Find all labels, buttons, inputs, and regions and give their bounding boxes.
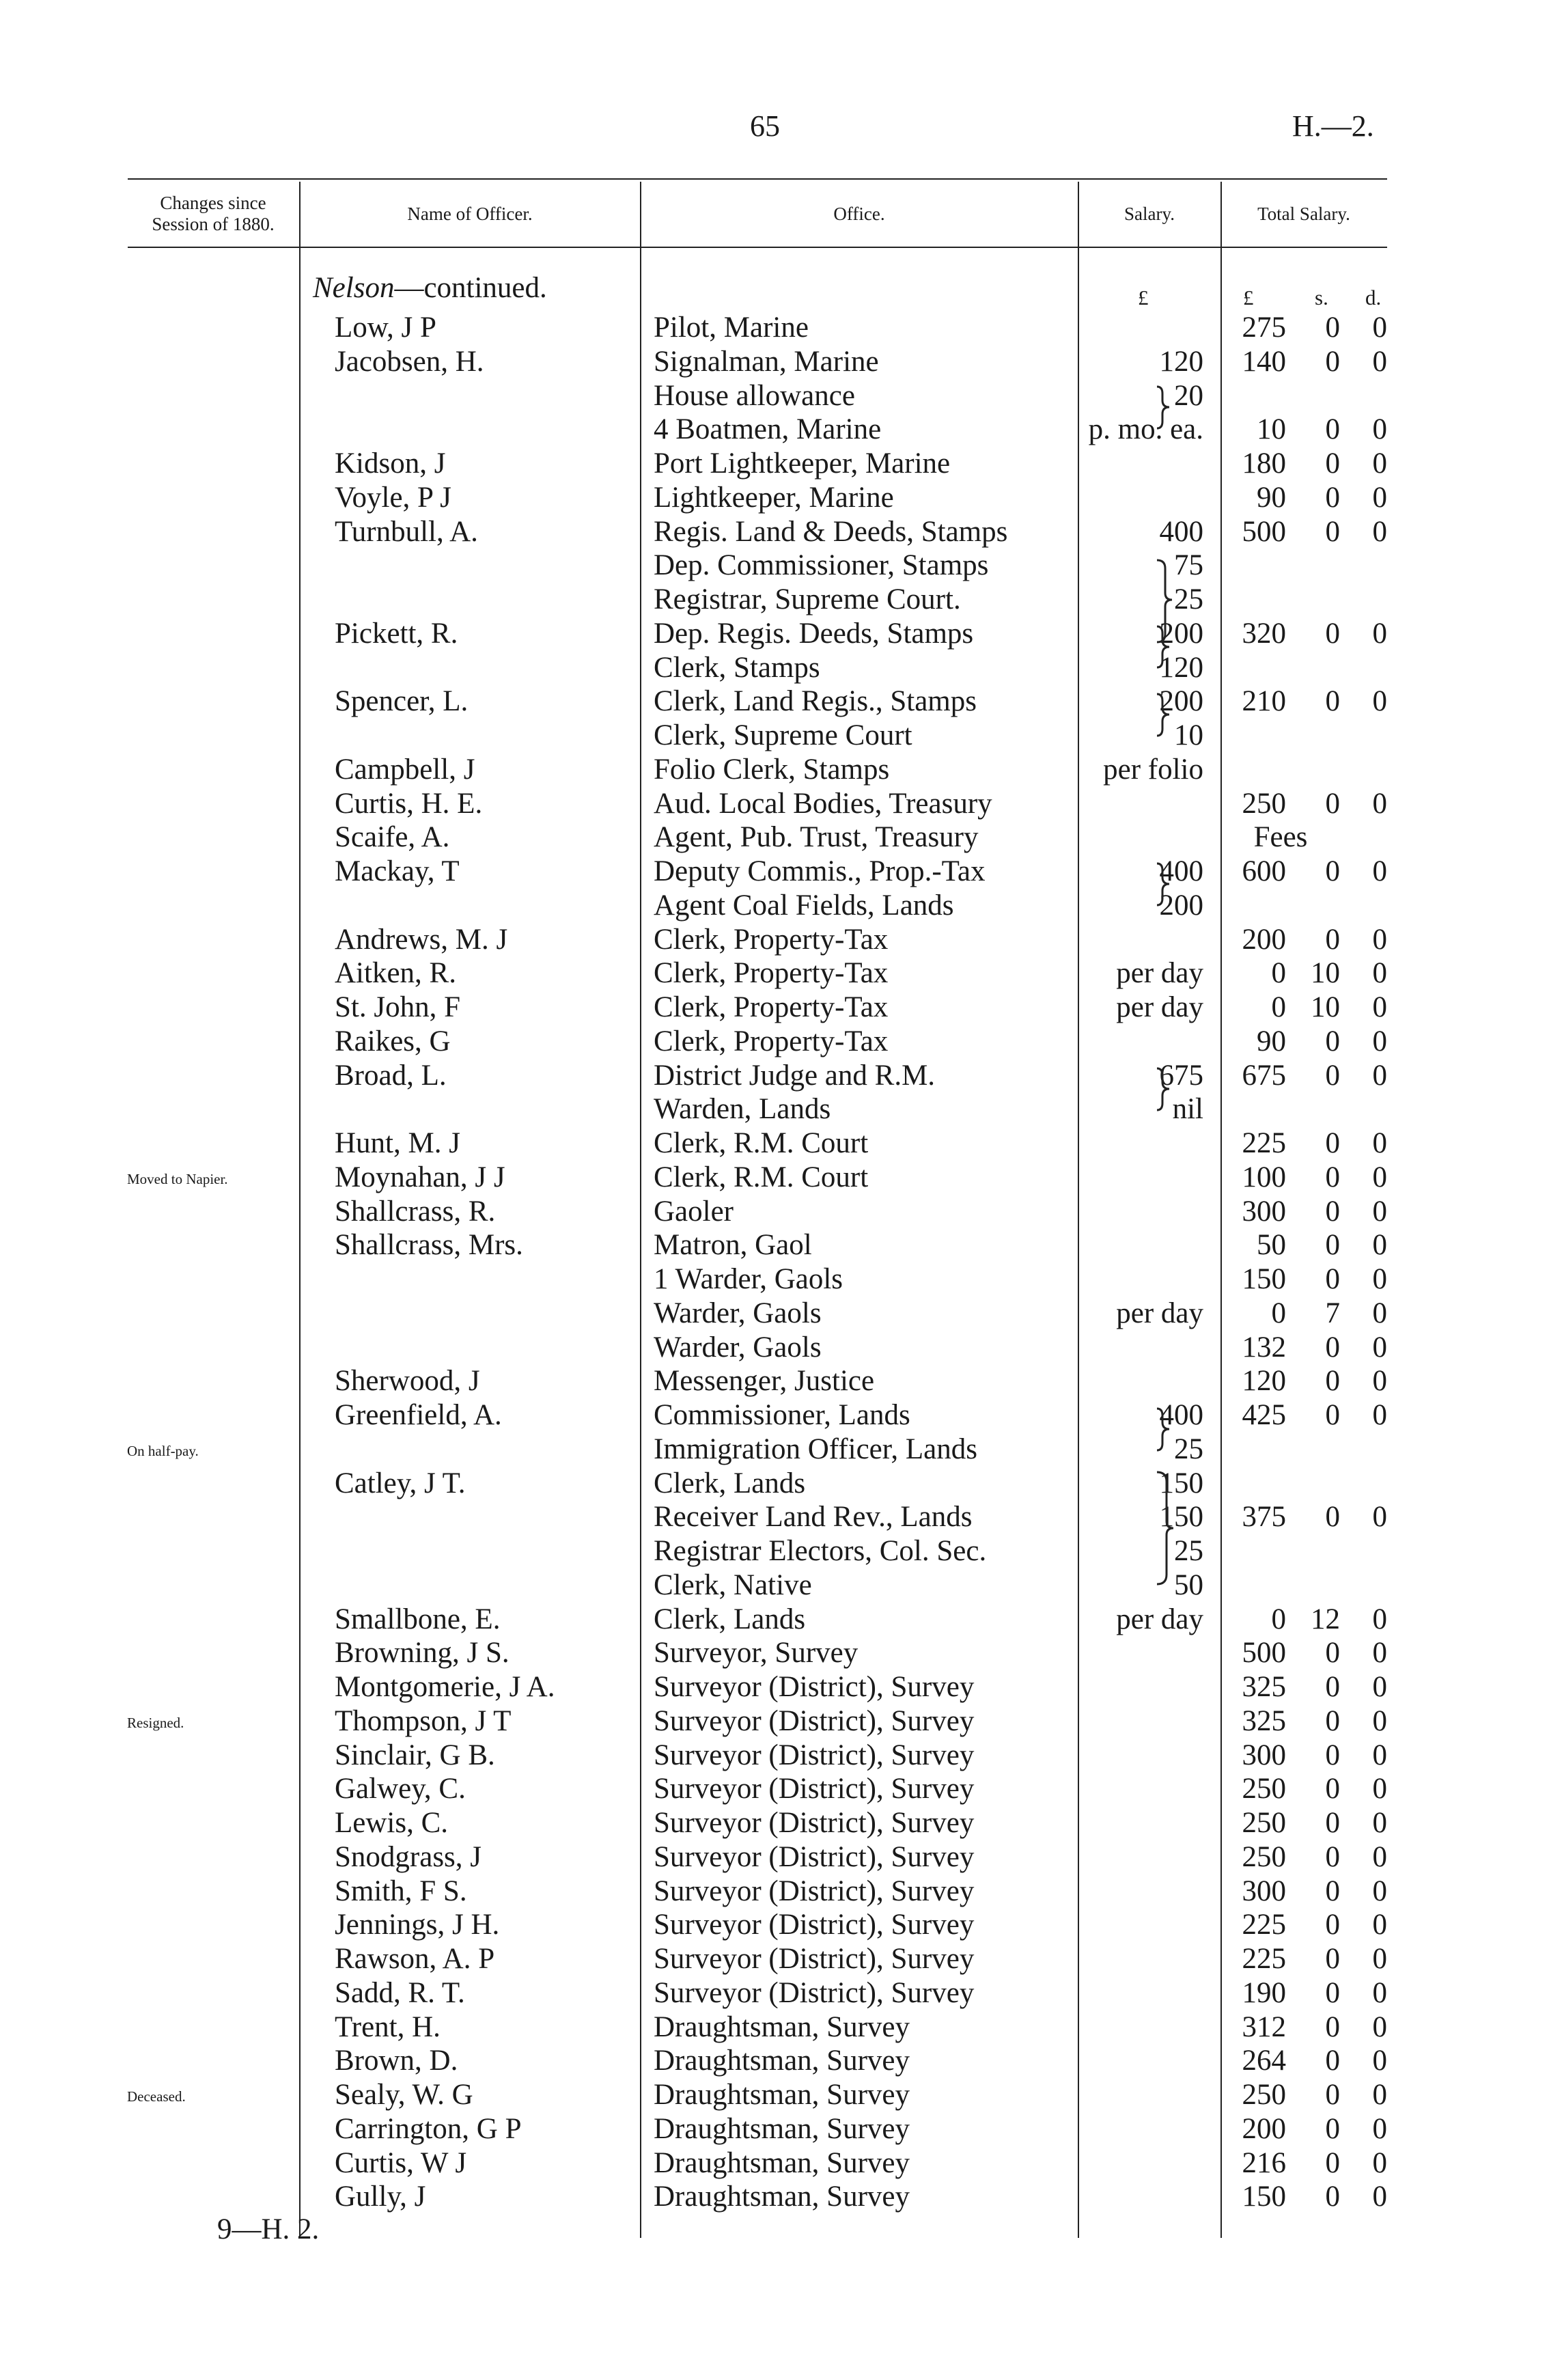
total-pounds: 150 [1242, 2181, 1286, 2213]
officer-name: Galwey, C. [335, 1773, 466, 1805]
total-shillings: 0 [1325, 1059, 1340, 1092]
officer-name: Smallbone, E. [335, 1603, 501, 1635]
salary-amount: 400 [1159, 515, 1203, 548]
total-shillings: 0 [1325, 1976, 1340, 2009]
office-title: Draughtsman, Survey [654, 2079, 910, 2111]
total-shillings: 0 [1325, 1840, 1340, 1873]
office-title: Warder, Gaols [654, 1297, 822, 1329]
total-pence: 0 [1372, 957, 1387, 990]
change-note: On half-pay. [127, 1442, 199, 1459]
total-pounds: 250 [1242, 1807, 1286, 1839]
officer-name: Smith, F S. [335, 1874, 467, 1907]
office-title: Draughtsman, Survey [654, 2045, 910, 2077]
total-pence: 0 [1372, 1943, 1387, 1975]
total-pounds: 225 [1242, 1127, 1286, 1159]
total-pounds: 500 [1242, 515, 1286, 548]
officer-name: Thompson, J T [335, 1704, 512, 1737]
total-pounds: 180 [1242, 447, 1286, 480]
total-pence: 0 [1372, 2181, 1387, 2213]
officer-name: Spencer, L. [335, 685, 469, 718]
total-shillings: 0 [1325, 2181, 1340, 2213]
total-shillings: 0 [1325, 413, 1340, 446]
officer-name: Andrews, M. J [335, 923, 508, 956]
total-shillings: 0 [1325, 1399, 1340, 1431]
office-title: Surveyor (District), Survey [654, 1874, 975, 1907]
office-title: 1 Warder, Gaols [654, 1263, 843, 1295]
office-title: Surveyor (District), Survey [654, 1739, 975, 1771]
total-shillings: 0 [1325, 1909, 1340, 1941]
officer-name: Curtis, H. E. [335, 787, 483, 820]
total-pence: 0 [1372, 1025, 1387, 1057]
total-pounds: 264 [1242, 2045, 1286, 2077]
office-title: Clerk, Lands [654, 1467, 806, 1499]
officer-name: Montgomerie, J A. [335, 1671, 555, 1703]
total-pounds: 300 [1242, 1195, 1286, 1228]
total-shillings: 0 [1325, 1229, 1340, 1262]
officer-name: Shallcrass, R. [335, 1195, 496, 1228]
column-divider [1220, 182, 1222, 2238]
total-pence: 0 [1372, 1874, 1387, 1907]
header-bottom-rule [128, 247, 1387, 248]
total-shillings: 0 [1325, 1807, 1340, 1839]
salary-amount: 120 [1159, 345, 1203, 378]
total-pence: 0 [1372, 923, 1387, 956]
total-pounds: 216 [1242, 2146, 1286, 2179]
officer-name: Brown, D. [335, 2045, 458, 2077]
salary-amount: 10 [1174, 719, 1203, 751]
column-header-total: Total Salary. [1257, 204, 1350, 224]
officer-name: Jennings, J H. [335, 1909, 500, 1941]
officer-name: St. John, F [335, 991, 461, 1023]
column-header-name: Name of Officer. [407, 204, 533, 224]
total-pence: 0 [1372, 447, 1387, 480]
salary-amount: 150 [1159, 1501, 1203, 1534]
office-title: Registrar Electors, Col. Sec. [654, 1535, 987, 1567]
office-title: Deputy Commis., Prop.-Tax [654, 855, 986, 887]
total-shillings: 0 [1325, 2079, 1340, 2111]
total-pounds: 250 [1242, 787, 1286, 820]
total-shillings: 0 [1325, 1943, 1340, 1975]
office-title: Signalman, Marine [654, 345, 879, 378]
total-pence: 0 [1372, 1229, 1387, 1262]
total-pence: 0 [1372, 617, 1387, 650]
salary-amount: 20 [1174, 379, 1203, 412]
officer-name: Browning, J S. [335, 1637, 510, 1670]
office-title: Gaoler [654, 1195, 734, 1228]
total-pounds: 0 [1271, 991, 1286, 1023]
total-pence: 0 [1372, 991, 1387, 1023]
total-pence: 0 [1372, 2045, 1387, 2077]
office-title: Folio Clerk, Stamps [654, 753, 890, 786]
column-divider [640, 182, 641, 2238]
office-title: Clerk, R.M. Court [654, 1161, 869, 1193]
officer-name: Scaife, A. [335, 821, 450, 854]
total-shillings: 0 [1325, 2010, 1340, 2043]
office-title: Commissioner, Lands [654, 1399, 910, 1431]
salary-amount: per folio [1103, 753, 1203, 786]
officer-name: Sealy, W. G [335, 2079, 473, 2111]
total-pounds: 250 [1242, 2079, 1286, 2111]
total-pounds: 150 [1242, 1263, 1286, 1295]
officer-name: Aitken, R. [335, 957, 456, 990]
total-shillings: 0 [1325, 1739, 1340, 1771]
office-title: Clerk, Property-Tax [654, 957, 889, 990]
change-note: Moved to Napier. [127, 1170, 228, 1187]
total-pounds: 120 [1242, 1365, 1286, 1398]
total-shillings: 0 [1325, 2112, 1340, 2145]
total-pence: 0 [1372, 2146, 1387, 2179]
total-shillings: 0 [1325, 923, 1340, 956]
salary-amount: nil [1172, 1093, 1203, 1126]
total-shillings: 0 [1325, 685, 1340, 718]
total-pence: 0 [1372, 2112, 1387, 2145]
total-pounds: 300 [1242, 1739, 1286, 1771]
total-pence: 0 [1372, 1807, 1387, 1839]
salary-amount: per day [1116, 1603, 1203, 1635]
total-unit-pence: d. [1365, 286, 1382, 309]
change-note: Resigned. [127, 1714, 184, 1731]
total-shillings: 0 [1325, 345, 1340, 378]
office-title: Surveyor (District), Survey [654, 1704, 975, 1737]
salary-amount: 25 [1174, 1535, 1203, 1567]
column-header-office: Office. [833, 204, 885, 224]
office-title: Warden, Lands [654, 1093, 831, 1126]
total-unit-shillings: s. [1315, 286, 1328, 309]
total-shillings: 0 [1325, 481, 1340, 514]
office-title: Aud. Local Bodies, Treasury [654, 787, 992, 820]
office-title: Draughtsman, Survey [654, 2010, 910, 2043]
office-title: Surveyor (District), Survey [654, 1807, 975, 1839]
salary-amount: per day [1116, 957, 1203, 990]
total-shillings: 0 [1325, 312, 1340, 344]
office-title: Draughtsman, Survey [654, 2146, 910, 2179]
salary-amount: 400 [1159, 855, 1203, 887]
total-pence: 0 [1372, 413, 1387, 446]
salary-amount: 200 [1159, 617, 1203, 650]
total-pence: 0 [1372, 1840, 1387, 1873]
total-pence: 0 [1372, 1501, 1387, 1534]
salary-amount: 150 [1159, 1467, 1203, 1499]
total-pence: 0 [1372, 2010, 1387, 2043]
office-title: Surveyor, Survey [654, 1637, 859, 1670]
total-pounds: 140 [1242, 345, 1286, 378]
officer-name: Trent, H. [335, 2010, 441, 2043]
total-pounds: 375 [1242, 1501, 1286, 1534]
office-title: Clerk, Stamps [654, 651, 820, 684]
office-title: Clerk, Property-Tax [654, 1025, 889, 1057]
officer-name: Curtis, W J [335, 2146, 467, 2179]
office-title: Surveyor (District), Survey [654, 1976, 975, 2009]
total-pence: 0 [1372, 312, 1387, 344]
total-pounds: 320 [1242, 617, 1286, 650]
office-title: Clerk, Native [654, 1568, 812, 1601]
office-title: Clerk, Property-Tax [654, 991, 889, 1023]
column-divider [1078, 182, 1079, 2238]
officer-name: Gully, J [335, 2181, 426, 2213]
total-shillings: 0 [1325, 1365, 1340, 1398]
salary-amount: p. mo. ea. [1088, 413, 1203, 446]
total-pounds: 275 [1242, 312, 1286, 344]
total-pence: 0 [1372, 1365, 1387, 1398]
officer-name: Sherwood, J [335, 1365, 480, 1398]
total-pounds: 500 [1242, 1637, 1286, 1670]
total-pence: 0 [1372, 481, 1387, 514]
total-shillings: 0 [1325, 2045, 1340, 2077]
salary-amount: 25 [1174, 1433, 1203, 1465]
total-pence: 0 [1372, 345, 1387, 378]
office-title: Dep. Regis. Deeds, Stamps [654, 617, 974, 650]
officer-name: Carrington, G P [335, 2112, 522, 2145]
total-pence: 0 [1372, 685, 1387, 718]
total-shillings: 0 [1325, 1331, 1340, 1364]
office-title: Messenger, Justice [654, 1365, 875, 1398]
total-pounds: 325 [1242, 1671, 1286, 1703]
column-divider [299, 182, 301, 2238]
total-pounds: 10 [1257, 413, 1286, 446]
total-pence: 0 [1372, 1297, 1387, 1329]
footer-signature: 9—H. 2. [217, 2213, 320, 2245]
officer-name: Sadd, R. T. [335, 1976, 465, 2009]
total-shillings: 0 [1325, 855, 1340, 887]
total-shillings: 0 [1325, 1025, 1340, 1057]
total-pounds: 200 [1242, 923, 1286, 956]
total-shillings: 0 [1325, 1161, 1340, 1193]
page-number: 65 [750, 109, 780, 143]
total-shillings: 0 [1325, 1195, 1340, 1228]
total-pence: 0 [1372, 787, 1387, 820]
total-fees: Fees [1253, 821, 1308, 854]
salary-unit-pounds: £ [1138, 286, 1149, 309]
salary-amount: 200 [1159, 889, 1203, 922]
salary-amount: 120 [1159, 651, 1203, 684]
office-title: Dep. Commissioner, Stamps [654, 549, 989, 582]
section-heading-suffix: —continued. [394, 272, 547, 304]
office-title: Matron, Gaol [654, 1229, 812, 1262]
officer-name: Turnbull, A. [335, 515, 478, 548]
office-title: Immigration Officer, Lands [654, 1433, 977, 1465]
total-pounds: 0 [1271, 1603, 1286, 1635]
total-pence: 0 [1372, 1263, 1387, 1295]
total-pounds: 250 [1242, 1840, 1286, 1873]
office-title: Clerk, Land Regis., Stamps [654, 685, 977, 718]
officer-name: Catley, J T. [335, 1467, 466, 1499]
total-pounds: 0 [1271, 957, 1286, 990]
total-shillings: 0 [1325, 1874, 1340, 1907]
total-pounds: 425 [1242, 1399, 1286, 1431]
total-pounds: 225 [1242, 1943, 1286, 1975]
column-header-salary: Salary. [1124, 204, 1175, 224]
total-pence: 0 [1372, 1739, 1387, 1771]
office-title: Surveyor (District), Survey [654, 1840, 975, 1873]
officer-name: Campbell, J [335, 753, 475, 786]
office-title: Lightkeeper, Marine [654, 481, 894, 514]
office-title: Agent Coal Fields, Lands [654, 889, 954, 922]
total-shillings: 0 [1325, 1773, 1340, 1805]
total-pence: 0 [1372, 855, 1387, 887]
officer-name: Jacobsen, H. [335, 345, 484, 378]
total-shillings: 0 [1325, 1501, 1340, 1534]
officer-name: Sinclair, G B. [335, 1739, 495, 1771]
total-pence: 0 [1372, 1059, 1387, 1092]
officer-name: Broad, L. [335, 1059, 447, 1092]
column-header-changes: Changes since Session of 1880. [152, 193, 275, 234]
total-shillings: 0 [1325, 2146, 1340, 2179]
total-pence: 0 [1372, 1909, 1387, 1941]
officer-name: Raikes, G [335, 1025, 451, 1057]
total-pence: 0 [1372, 1331, 1387, 1364]
salary-amount: 75 [1174, 549, 1203, 582]
total-pounds: 300 [1242, 1874, 1286, 1907]
total-pence: 0 [1372, 1671, 1387, 1703]
total-shillings: 0 [1325, 617, 1340, 650]
officer-name: Lewis, C. [335, 1807, 449, 1839]
office-title: House allowance [654, 379, 855, 412]
total-pence: 0 [1372, 1637, 1387, 1670]
total-shillings: 10 [1311, 991, 1340, 1023]
officer-name: Voyle, P J [335, 481, 451, 514]
total-pence: 0 [1372, 1399, 1387, 1431]
total-pounds: 190 [1242, 1976, 1286, 2009]
office-title: Port Lightkeeper, Marine [654, 447, 951, 480]
office-title: Clerk, R.M. Court [654, 1127, 869, 1159]
total-pence: 0 [1372, 1976, 1387, 2009]
office-title: District Judge and R.M. [654, 1059, 936, 1092]
total-pounds: 132 [1242, 1331, 1286, 1364]
total-shillings: 0 [1325, 447, 1340, 480]
office-title: 4 Boatmen, Marine [654, 413, 882, 446]
office-title: Clerk, Supreme Court [654, 719, 912, 751]
office-title: Clerk, Lands [654, 1603, 806, 1635]
total-unit-pounds: £ [1243, 286, 1254, 309]
office-title: Regis. Land & Deeds, Stamps [654, 515, 1008, 548]
total-shillings: 12 [1311, 1603, 1340, 1635]
total-pounds: 90 [1257, 481, 1286, 514]
change-note: Deceased. [127, 2088, 186, 2105]
salary-amount: 675 [1159, 1059, 1203, 1092]
officer-name: Mackay, T [335, 855, 460, 887]
total-shillings: 0 [1325, 1637, 1340, 1670]
office-title: Draughtsman, Survey [654, 2181, 910, 2213]
officer-name: Moynahan, J J [335, 1161, 505, 1193]
section-heading [313, 273, 547, 303]
total-pounds: 210 [1242, 685, 1286, 718]
total-pounds: 50 [1257, 1229, 1286, 1262]
table-top-rule [128, 178, 1387, 180]
officer-name: Kidson, J [335, 447, 446, 480]
total-pence: 0 [1372, 515, 1387, 548]
officer-name: Greenfield, A. [335, 1399, 502, 1431]
total-shillings: 7 [1325, 1297, 1340, 1329]
total-pounds: 100 [1242, 1161, 1286, 1193]
total-pence: 0 [1372, 1773, 1387, 1805]
total-pounds: 225 [1242, 1909, 1286, 1941]
total-pounds: 325 [1242, 1704, 1286, 1737]
office-title: Surveyor (District), Survey [654, 1671, 975, 1703]
officer-name: Pickett, R. [335, 617, 458, 650]
officer-name: Snodgrass, J [335, 1840, 482, 1873]
officer-name: Rawson, A. P [335, 1943, 495, 1975]
total-shillings: 0 [1325, 515, 1340, 548]
total-shillings: 0 [1325, 1671, 1340, 1703]
salary-amount: per day [1116, 991, 1203, 1023]
office-title: Surveyor (District), Survey [654, 1909, 975, 1941]
office-title: Receiver Land Rev., Lands [654, 1501, 973, 1534]
total-shillings: 0 [1325, 1704, 1340, 1737]
office-title: Agent, Pub. Trust, Treasury [654, 821, 979, 854]
total-shillings: 0 [1325, 1127, 1340, 1159]
section-heading-place: Nelson [313, 272, 395, 304]
total-pounds: 312 [1242, 2010, 1286, 2043]
total-pounds: 675 [1242, 1059, 1286, 1092]
total-shillings: 0 [1325, 1263, 1340, 1295]
total-pence: 0 [1372, 1603, 1387, 1635]
total-pounds: 200 [1242, 2112, 1286, 2145]
total-pounds: 600 [1242, 855, 1286, 887]
officer-name: Hunt, M. J [335, 1127, 460, 1159]
total-pence: 0 [1372, 1704, 1387, 1737]
total-pence: 0 [1372, 1161, 1387, 1193]
officer-name: Low, J P [335, 312, 436, 344]
office-title: Pilot, Marine [654, 312, 809, 344]
total-shillings: 10 [1311, 957, 1340, 990]
salary-amount: 25 [1174, 583, 1203, 615]
total-shillings: 0 [1325, 787, 1340, 820]
salary-amount: per day [1116, 1297, 1203, 1329]
total-pence: 0 [1372, 1195, 1387, 1228]
total-pence: 0 [1372, 2079, 1387, 2111]
salary-amount: 50 [1174, 1568, 1203, 1601]
office-title: Surveyor (District), Survey [654, 1943, 975, 1975]
document-reference: H.—2. [1292, 109, 1374, 143]
office-title: Warder, Gaols [654, 1331, 822, 1364]
office-title: Draughtsman, Survey [654, 2112, 910, 2145]
officer-name: Shallcrass, Mrs. [335, 1229, 523, 1262]
salary-amount: 400 [1159, 1399, 1203, 1431]
total-pounds: 90 [1257, 1025, 1286, 1057]
total-pence: 0 [1372, 1127, 1387, 1159]
total-pounds: 250 [1242, 1773, 1286, 1805]
office-title: Surveyor (District), Survey [654, 1773, 975, 1805]
total-pounds: 0 [1271, 1297, 1286, 1329]
office-title: Clerk, Property-Tax [654, 923, 889, 956]
salary-amount: 200 [1159, 685, 1203, 718]
office-title: Registrar, Supreme Court. [654, 583, 961, 615]
